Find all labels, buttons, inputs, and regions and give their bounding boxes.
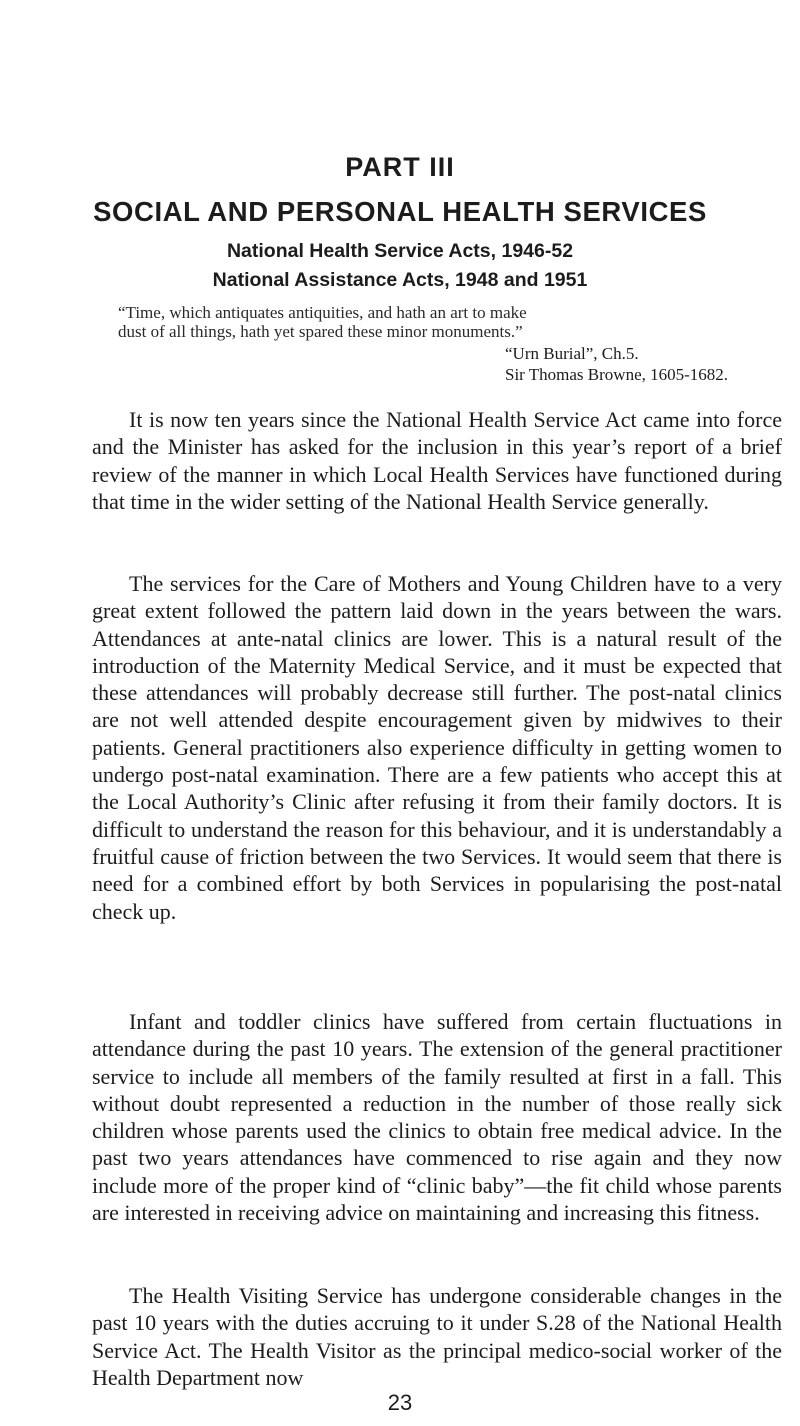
- epigraph-author: Sir Thomas Browne, 1605-1682.: [505, 365, 729, 384]
- page-number: 23: [387, 1390, 413, 1415]
- subtitle-nhs-acts: National Health Service Acts, 1946-52: [226, 240, 574, 262]
- paragraph-mothers-and-children: The services for the Care of Mothers and Young Children have to a very great extent followed the pattern laid down in the years between the wars. Attendances at ante-natal clinics are lower. This is a natural result of the introduction of the Maternity Medical Service, and it must be expected that these attendances will probably decrease still further. The post-natal clinics are not well attended despite encouragement given by midwives to their patients. General practitioners also experience difficulty in getting women to undergo post-natal examination. There are a few patients who accept this at the Local Authority’s Clinic after refusing it from their family doctors. It is difficult to understand the reason for this behaviour, and it is understandably a fruitful cause of friction between the two Services. It would seem that there is need for a combined effort by both Services in popularising the post-natal check up.: [92, 571, 782, 924]
- section-title: SOCIAL AND PERSONAL HEALTH SERVICES: [93, 196, 707, 227]
- paragraph-ten-years-review: It is now ten years since the National Health Service Act came into force and the Minister has asked for the inclusion in this year’s report of a brief review of the manner in which Local Health Services have functioned during that time in the wider setting of the National Health Service generally.: [92, 407, 782, 514]
- epigraph-quote: [118, 303, 778, 341]
- epigraph-line: “Time, which antiquates antiquities, and hath an art to make: [118, 303, 527, 322]
- epigraph-line: dust of all things, hath yet spared these minor monuments.”: [118, 322, 523, 341]
- paragraph-infant-clinics: Infant and toddler clinics have suffered from certain fluctuations in attendance during the past 10 years. The extension of the general practitioner service to include all members of the family resulted at first in a fall. This without doubt represented a reduction in the number of those really sick children whose parents used the clinics to obtain free medical advice. In the past two years attendances have commenced to rise again and they now include more of the proper kind of “clinic baby”—the fit child whose parents are interested in receiving advice on maintaining and increasing this fitness.: [92, 1009, 782, 1226]
- part-heading: PART III: [345, 152, 455, 182]
- paragraph-health-visiting: The Health Visiting Service has undergone considerable changes in the past 10 years with the duties accruing to it under S.28 of the National Health Service Act. The Health Visitor as the principal medico-social worker of the Health Department now: [92, 1283, 782, 1390]
- epigraph-work: “Urn Burial”, Ch.5.: [505, 344, 639, 363]
- subtitle-assistance-acts: National Assistance Acts, 1948 and 1951: [212, 269, 588, 291]
